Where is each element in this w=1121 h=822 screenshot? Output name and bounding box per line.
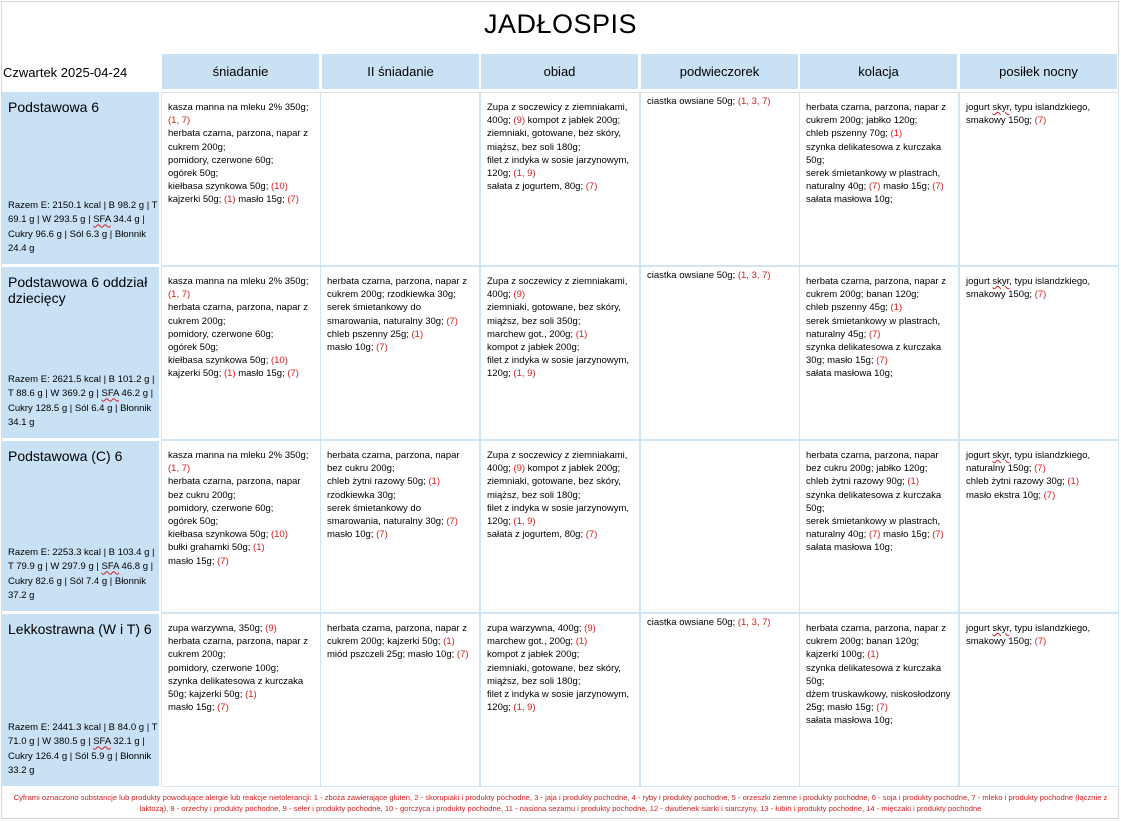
- diet-nutrition-summary: Razem E: 2150.1 kcal | B 98.2 g | T 69.1 g | W 293.5 g | SFA 34.4 g | Cukry 96.6 g | Sól 6.3 g | Błonnik 24.4 g: [8, 200, 158, 254]
- allergen-code: (7): [932, 529, 944, 541]
- allergen-code: (1): [223, 194, 239, 206]
- meal-cell: jogurt skyr, typu islandzkiego, naturalny 150g; (7) chleb żytni razowy 30g; (1) masło ekstra 10g; (7): [959, 440, 1119, 613]
- allergen-code: (9): [513, 115, 528, 127]
- meal-cell: herbata czarna, parzona, napar bez cukru 200g; chleb żytni razowy 50g; (1) rzodkiewka 30g; serek śmietankowy do smarowania, naturalny 30g; (7) masło 10g; (7): [320, 440, 480, 613]
- allergen-code: (1): [890, 302, 903, 314]
- diet-name: Lekkostrawna (W i T) 6: [8, 621, 152, 637]
- allergen-code: (7): [868, 181, 884, 193]
- allergen-code: (7): [1034, 289, 1047, 301]
- allergen-code: (1, 9): [513, 516, 536, 528]
- allergen-code: (10): [270, 355, 288, 367]
- allergen-code: (7): [376, 342, 388, 354]
- allergen-code: (1): [443, 636, 455, 648]
- meal-cell: herbata czarna, parzona, napar z cukrem 200g; banan 120g; chleb pszenny 45g; (1) serek śmietankowy w plastrach, naturalny 45g; (7) szynka delikatesowa z kurczaka 30g; masło 15g; (7) sałata masłowa 10g;: [799, 266, 959, 440]
- column-header-obiad: obiad: [481, 54, 638, 89]
- allergen-code: (7): [376, 529, 388, 541]
- allergen-code: (1, 9): [513, 702, 536, 714]
- column-header-podwieczorek: podwieczorek: [641, 54, 798, 89]
- allergen-code: (1, 9): [513, 368, 536, 380]
- meal-cell: kasza manna na mleku 2% 350g; (1, 7) herbata czarna, parzona, napar z cukrem 200g; pomidory, czerwone 60g; ogórek 50g; kiełbasa szynkowa 50g; (10) kajzerki 50g; (1) masło 15g; (7): [161, 92, 321, 266]
- allergen-code: (1, 7): [168, 463, 191, 475]
- allergen-code: (7): [446, 315, 458, 327]
- diet-row-label: [1, 441, 159, 611]
- meal-cell: jogurt skyr, typu islandzkiego, smakowy 150g; (7): [959, 613, 1119, 787]
- allergen-code: (1): [245, 689, 257, 701]
- meal-cell: jogurt skyr, typu islandzkiego, smakowy 150g; (7): [959, 92, 1119, 266]
- allergen-code: (7): [1043, 489, 1056, 501]
- meal-cell: Zupa z soczewicy z ziemniakami, 400g; (9) kompot z jabłek 200g; ziemniaki, gotowane, bez skóry, miąższ, bez soli 180g; filet z indyka w sosie jarzynowym, 120g; (1, 9) sałata z jogurtem, 80g; (7): [480, 440, 640, 613]
- diet-row-label: [1, 267, 159, 438]
- diet-row-label: [1, 92, 159, 264]
- meal-cell: herbata czarna, parzona, napar z cukrem 200g; jabłko 120g; chleb pszenny 70g; (1) szynka delikatesowa z kurczaka 50g; serek śmietankowy w plastrach, naturalny 40g; (7) masło 15g; (7) sałata masłowa 10g;: [799, 92, 959, 266]
- allergen-code: (7): [287, 368, 299, 380]
- allergen-code: (7): [868, 328, 881, 340]
- allergen-code: (7): [585, 529, 598, 541]
- meal-cell: kasza manna na mleku 2% 350g; (1, 7) herbata czarna, parzona, napar bez cukru 200g; pomidory, czerwone 60g; ogórek 50g; kiełbasa szynkowa 50g; (10) bułki grahamki 50g; (1) masło 15g; (7): [161, 440, 321, 613]
- diet-name: Podstawowa 6 oddział dziecięcy: [8, 274, 148, 306]
- meal-cell: herbata czarna, parzona, napar z cukrem 200g; banan 120g; kajzerki 100g; (1) szynka delikatesowa z kurczaka 50g; dżem truskawkowy, niskosłodzony 25g; masło 15g; (7) sałata masłowa 10g;: [799, 613, 959, 787]
- allergen-code: (7): [1034, 463, 1046, 475]
- allergen-code: (7): [456, 649, 469, 661]
- allergen-code: (1): [907, 476, 920, 488]
- allergen-code: (1): [428, 476, 441, 488]
- allergen-code: (10): [270, 529, 288, 541]
- meal-cell: herbata czarna, parzona, napar z cukrem 200g; kajzerki 50g; (1) miód pszczeli 25g; masło 10g; (7): [320, 613, 480, 787]
- allergen-code: (7): [217, 555, 229, 567]
- meal-cell: kasza manna na mleku 2% 350g; (1, 7) herbata czarna, parzona, napar z cukrem 200g; pomidory, czerwone 60g; ogórek 50g; kiełbasa szynkowa 50g; (10) kajzerki 50g; (1) masło 15g; (7): [161, 266, 321, 440]
- allergen-code: (1, 9): [513, 168, 536, 180]
- menu-date: Czwartek 2025-04-24: [3, 65, 128, 80]
- meal-cell: herbata czarna, parzona, napar z cukrem 200g; rzodkiewka 30g; serek śmietankowy do smarowania, naturalny 30g; (7) chleb pszenny 25g; (1) masło 10g; (7): [320, 266, 480, 440]
- allergen-code: (1, 3, 7): [737, 270, 771, 281]
- meal-cell: ciastka owsiane 50g; (1, 3, 7): [640, 92, 800, 266]
- meal-cell: jogurt skyr, typu islandzkiego, smakowy 150g; (7): [959, 266, 1119, 440]
- allergen-code: (7): [287, 194, 299, 206]
- allergen-code: (1, 7): [168, 115, 191, 127]
- allergen-code: (7): [868, 529, 884, 541]
- meal-cell: ciastka owsiane 50g; (1, 3, 7): [640, 613, 800, 787]
- allergen-code: (1, 7): [168, 289, 191, 301]
- column-header-posilek-nocny: posiłek nocny: [960, 54, 1117, 89]
- allergen-code: (1): [411, 328, 424, 340]
- meal-cell: [320, 92, 480, 266]
- allergen-code: (7): [1034, 636, 1047, 648]
- allergen-code: (1): [575, 636, 588, 648]
- allergen-code: (9): [584, 623, 596, 634]
- allergen-code: (9): [513, 289, 526, 301]
- diet-nutrition-summary: Razem E: 2253.3 kcal | B 103.4 g | T 79.9 g | W 297.9 g | SFA 46.8 g | Cukry 82.6 g | Sól 7.4 g | Błonnik 37.2 g: [8, 547, 155, 601]
- allergen-code: (7): [876, 702, 888, 714]
- diet-name: Podstawowa 6: [8, 99, 100, 115]
- meal-cell: herbata czarna, parzona, napar bez cukru 200g; jabłko 120g; chleb żytni razowy 90g; (1) szynka delikatesowa z kurczaka 50g; serek śmietankowy w plastrach, naturalny 40g; (7) masło 15g; (7) sałata masłowa 10g;: [799, 440, 959, 613]
- allergen-code: (9): [513, 463, 528, 475]
- meal-cell: Zupa z soczewicy z ziemniakami, 400g; (9) kompot z jabłek 200g; ziemniaki, gotowane, bez skóry, miąższ, bez soli 180g; filet z indyka w sosie jarzynowym, 120g; (1, 9) sałata z jogurtem, 80g; (7): [480, 92, 640, 266]
- meal-cell: ciastka owsiane 50g; (1, 3, 7): [640, 266, 800, 440]
- allergen-code: (9): [265, 623, 277, 634]
- allergen-code: (1, 3, 7): [737, 617, 771, 628]
- diet-nutrition-summary: Razem E: 2441.3 kcal | B 84.0 g | T 71.0 g | W 380.5 g | SFA 32.1 g | Cukry 126.4 g | Sól 5.9 g | Błonnik 33.2 g: [8, 722, 158, 776]
- allergen-code: (7): [217, 702, 229, 714]
- page-title: JADŁOSPIS: [483, 9, 638, 39]
- allergen-code: (1): [575, 328, 588, 340]
- allergen-code: (1): [1067, 476, 1080, 488]
- column-header-kolacja: kolacja: [800, 54, 957, 89]
- diet-row-label: [1, 614, 159, 786]
- diet-nutrition-summary: Razem E: 2621.5 kcal | B 101.2 g | T 88.6 g | W 369.2 g | SFA 46.2 g | Cukry 128.5 g | Sól 6.4 g | Błonnik 34.1 g: [8, 374, 155, 428]
- allergen-code: (1): [867, 649, 879, 661]
- allergen-code: (1): [253, 542, 265, 554]
- allergen-code: (7): [932, 181, 944, 193]
- column-header-sniadanie: śniadanie: [162, 54, 319, 89]
- allergen-code: (7): [876, 355, 888, 367]
- allergen-code: (10): [270, 181, 288, 193]
- meal-cell: Zupa z soczewicy z ziemniakami, 400g; (9) ziemniaki, gotowane, bez skóry, miąższ, bez soli 350g; marchew got., 200g; (1) kompot z jabłek 200g; filet z indyka w sosie jarzynowym, 120g; (1, 9): [480, 266, 640, 440]
- meal-cell: [640, 440, 800, 613]
- diet-name: Podstawowa (C) 6: [8, 448, 123, 464]
- column-header-ii-sniadanie: II śniadanie: [322, 54, 479, 89]
- allergen-code: (1): [890, 128, 903, 140]
- allergen-code: (7): [585, 181, 598, 193]
- meal-cell: zupa warzywna, 350g; (9) herbata czarna, parzona, napar z cukrem 200g; pomidory, czerwone 100g; szynka delikatesowa z kurczaka 50g; kajzerki 50g; (1) masło 15g; (7): [161, 613, 321, 787]
- allergen-code: (7): [446, 516, 458, 528]
- allergen-code: (7): [1034, 115, 1047, 127]
- meal-cell: zupa warzywna, 400g; (9) marchew got., 200g; (1) kompot z jabłek 200g; ziemniaki, gotowane, bez skóry, miąższ, bez soli 180g; filet z indyka w sosie jarzynowym, 120g; (1, 9): [480, 613, 640, 787]
- allergen-code: (1, 3, 7): [737, 96, 771, 107]
- allergen-legend: Cyframi oznaczono substancje lub produkty powodujące alergie lub reakcje nietolerancji: 1 - zboża zawierające gluten, 2 - skorupiaki i produkty pochodne, 3 - jaja i produkty pochodne, 4 - ryby i produkty pochodne, 5 - orzeszki ziemne i produkty pochodne, 6 - soja i produkty pochodne, 7 - mleko i produkty pochodne (łącznie z laktozą), 8 - orzechy i produkty pochodne, 9 - seler i produkty pochodne, 10 - gorczyca i produkty pochodne, 11 - nasiona sezamu i produkty pochodne, 12 - dwutlenek siarki i siarczyny, 13 - łubin i produkty pochodne, 14 - mięczaki i produkty pochodne: [13, 793, 1108, 813]
- allergen-code: (1): [223, 368, 239, 380]
